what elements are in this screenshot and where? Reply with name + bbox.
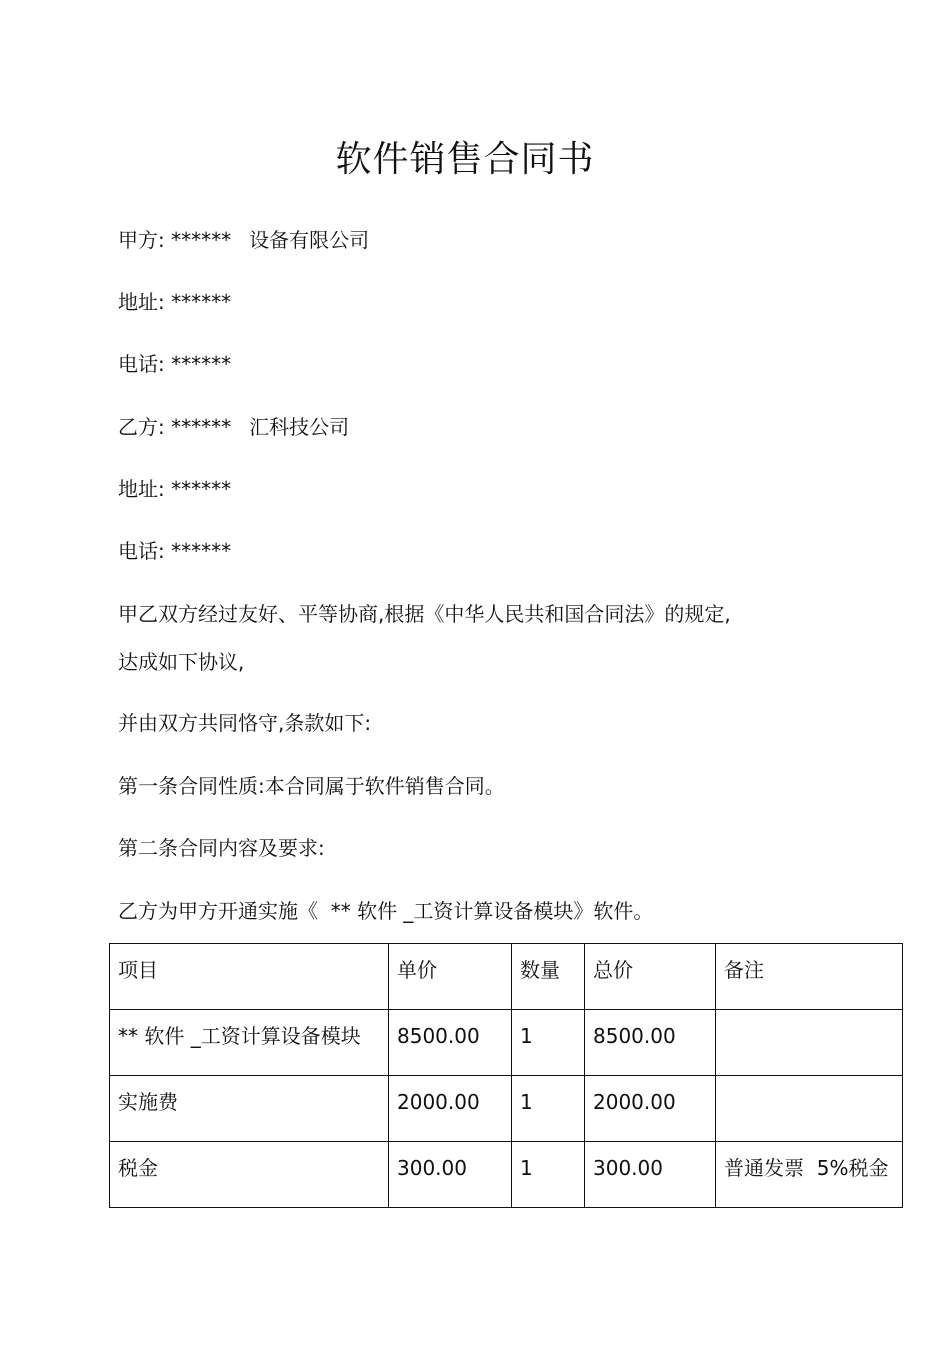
party-b-name-masked: ****** — [171, 415, 232, 439]
header-cell-item: 项目 — [110, 944, 389, 1010]
table-cell: 8500.00 — [585, 1010, 716, 1076]
table-cell: 1 — [512, 1142, 585, 1208]
header-cell-quantity: 数量 — [512, 944, 585, 1010]
document-title: 软件销售合同书 — [335, 139, 595, 180]
party-a-phone-label: 电话: — [118, 352, 165, 376]
table-cell — [716, 1076, 903, 1142]
table-row — [110, 1010, 903, 1076]
header-cell-remark: 备注 — [716, 944, 903, 1010]
party-a-name-suffix: 设备有限公司 — [249, 228, 370, 252]
table-cell: 1 — [512, 1076, 585, 1142]
items-table — [109, 943, 903, 1208]
party-a-phone: ****** — [171, 352, 232, 376]
party-b-phone-line — [118, 537, 231, 565]
party-b-address: ****** — [171, 477, 232, 501]
header-cell-total: 总价 — [585, 944, 716, 1010]
party-a-name-line — [118, 226, 369, 254]
table-cell: 300.00 — [389, 1142, 512, 1208]
party-b-name-suffix: 汇科技公司 — [249, 415, 350, 439]
party-b-address-label: 地址: — [118, 477, 165, 501]
table-cell: 实施费 — [110, 1076, 389, 1142]
table-row — [110, 1142, 903, 1208]
table-cell: 2000.00 — [389, 1076, 512, 1142]
intro-line-2: 达成如下协议, — [118, 650, 245, 674]
table-row — [110, 1076, 903, 1142]
article-1: 第一条合同性质:本合同属于软件销售合同。 — [118, 774, 505, 798]
party-a-name-masked: ****** — [171, 228, 232, 252]
intro-line-3: 并由双方共同恪守,条款如下: — [118, 711, 372, 735]
party-b-phone: ****** — [171, 539, 232, 563]
table-cell: ** 软件 _工资计算设备模块 — [110, 1010, 389, 1076]
header-cell-unit-price: 单价 — [389, 944, 512, 1010]
party-a-phone-line — [118, 350, 231, 378]
table-cell: 税金 — [110, 1142, 389, 1208]
table-cell: 2000.00 — [585, 1076, 716, 1142]
party-a-label: 甲方: — [118, 228, 165, 252]
table-cell: 300.00 — [585, 1142, 716, 1208]
table-cell: 1 — [512, 1010, 585, 1076]
party-b-address-line — [118, 475, 231, 503]
party-b-name-line — [118, 413, 349, 441]
party-a-address-label: 地址: — [118, 290, 165, 314]
table-cell — [716, 1010, 903, 1076]
article-2-detail: 乙方为甲方开通实施《 ** 软件 _工资计算设备模块》软件。 — [118, 899, 654, 923]
party-b-phone-label: 电话: — [118, 539, 165, 563]
intro-line-1: 甲乙双方经过友好、平等协商,根据《中华人民共和国合同法》的规定, — [118, 602, 731, 626]
table-cell: 8500.00 — [389, 1010, 512, 1076]
party-a-address-line — [118, 288, 231, 316]
party-b-label: 乙方: — [118, 415, 165, 439]
table-header-row — [110, 944, 903, 1010]
party-a-address: ****** — [171, 290, 232, 314]
article-2: 第二条合同内容及要求: — [118, 836, 325, 860]
table-cell: 普通发票 5%税金 — [716, 1142, 903, 1208]
